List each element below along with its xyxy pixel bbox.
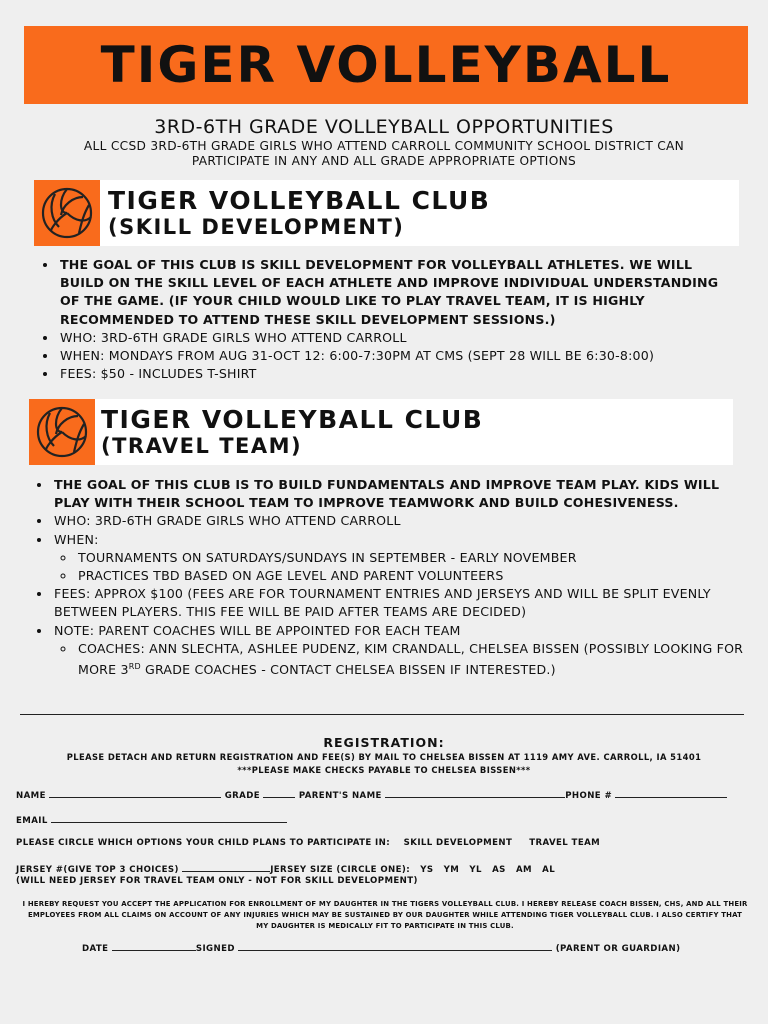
jersey-row [16,863,555,875]
detach-divider [20,714,744,715]
travel-when-label: WHEN: [54,531,99,547]
jersey-number-label: JERSEY #(GIVE TOP 3 CHOICES) [16,865,179,875]
skill-when: • WHEN: MONDAYS FROM AUG 31-OCT 12: 6:00-7:30PM AT CMS (SEPT 28 WILL BE 6:30-8:00) [58,347,738,365]
date-field[interactable] [112,942,196,951]
travel-fees: • FEES: APPROX $100 (FEES ARE FOR TOURNAMENT ENTRIES AND JERSEYS AND WILL BE SPLIT EVENLY BETWEEN PLAYERS. THIS FEE WILL BE PAID AFTER TEAMS ARE DECIDED) [52,585,754,621]
registration-check-instructions: ***PLEASE MAKE CHECKS PAYABLE TO CHELSEA BISSEN*** [237,765,531,775]
travel-coaches-list [54,640,754,680]
email-row [16,814,287,826]
travel-club-title: TIGER VOLLEYBALL CLUB [101,405,484,434]
jersey-number-field[interactable] [182,863,270,872]
grade-field[interactable] [263,789,295,798]
skill-goal: • THE GOAL OF THIS CLUB IS SKILL DEVELOPMENT FOR VOLLEYBALL ATHLETES. WE WILL BUILD ON THE SKILL LEVEL OF EACH ATHLETE AND IMPROVE INDIVIDUAL UNDERSTANDING OF THE GAME. (IF YOUR CHILD WOULD LIKE TO PLAY TRAVEL TEAM, IT IS HIGHLY RECOMMENDED TO ATTEND THESE SKILL DEVELOPMENT SESSIONS.) [58,256,738,329]
travel-note [52,622,754,680]
size-option[interactable]: AL [542,865,556,875]
size-option[interactable]: AS [492,865,506,875]
travel-club-details [32,476,754,679]
date-label: DATE [82,944,109,954]
name-row [16,789,727,801]
skill-club-details [38,256,738,383]
travel-note-text: NOTE: PARENT COACHES WILL BE APPOINTED FOR EACH TEAM [54,622,461,638]
skill-club-title: TIGER VOLLEYBALL CLUB [108,186,491,215]
title-banner [24,26,748,104]
option-skill-development[interactable]: SKILL DEVELOPMENT [403,838,513,848]
release-waiver: I HEREBY REQUEST YOU ACCEPT THE APPLICATION FOR ENROLLMENT OF MY DAUGHTER IN THE TIGERS VOLLEYBALL CLUB. I HEREBY RELEASE COACH BISSEN, CHS, AND ALL THEIR EMPLOYEES FROM ALL CLAIMS ON ACCOUNT OF ANY INJURIES WHICH MAY BE SUSTAINED BY OUR DAUGHTER WHILE ATTENDING TIGER VOLLEYBALL CLUB. I ALSO CERTIFY THAT MY DAUGHTER IS MEDICALLY FIT TO PARTICIPATE IN THIS CLUB. [22,900,748,930]
intro-text: ALL CCSD 3RD-6TH GRADE GIRLS WHO ATTEND CARROLL COMMUNITY SCHOOL DISTRICT CAN PARTICIPATE IN ANY AND ALL GRADE APPROPRIATE OPTIONS [83,139,685,168]
name-label: NAME [16,791,46,801]
travel-when-item: ◦ PRACTICES TBD BASED ON AGE LEVEL AND PARENT VOLUNTEERS [76,567,754,585]
skill-club-header [34,180,739,246]
email-label: EMAIL [16,816,48,826]
guardian-label: (PARENT OR GUARDIAN) [555,944,681,954]
signature-row [82,942,680,954]
volleyball-icon [34,180,100,246]
travel-club-subtitle: (TRAVEL TEAM) [101,434,303,458]
size-option[interactable]: YM [443,865,460,875]
page-title: TIGER VOLLEYBALL [100,36,672,94]
volleyball-icon [29,399,95,465]
travel-who: • WHO: 3RD-6TH GRADE GIRLS WHO ATTEND CARROLL [52,512,754,530]
skill-who: • WHO: 3RD-6TH GRADE GIRLS WHO ATTEND CARROLL [58,329,738,347]
travel-when-item: ◦ TOURNAMENTS ON SATURDAYS/SUNDAYS IN SEPTEMBER - EARLY NOVEMBER [76,549,754,567]
travel-when-list [54,549,754,585]
email-field[interactable] [51,814,287,823]
travel-goal: • THE GOAL OF THIS CLUB IS TO BUILD FUNDAMENTALS AND IMPROVE TEAM PLAY. KIDS WILL PLAY WITH THEIR SCHOOL TEAM TO IMPROVE TEAMWORK AND BUILD COHESIVENESS. [52,476,754,512]
signature-field[interactable] [238,942,552,951]
options-prompt: PLEASE CIRCLE WHICH OPTIONS YOUR CHILD PLANS TO PARTICIPATE IN: [16,838,391,848]
size-option[interactable]: AM [515,865,532,875]
registration-title: REGISTRATION: [323,735,445,750]
travel-when [52,531,754,586]
page-subtitle: 3RD-6TH GRADE VOLLEYBALL OPPORTUNITIES [154,116,614,138]
jersey-size-label: JERSEY SIZE (CIRCLE ONE): [270,865,411,875]
coaches-text: COACHES: ANN SLECHTA, ASHLEE PUDENZ, KIM CRANDALL, CHELSEA BISSEN (POSSIBLY LOOKING FOR MORE 3 [78,640,744,678]
phone-label: PHONE # [565,791,613,801]
jersey-note: (WILL NEED JERSEY FOR TRAVEL TEAM ONLY - NOT FOR SKILL DEVELOPMENT) [16,876,418,886]
grade-label: GRADE [224,791,261,801]
parent-name-label: PARENT'S NAME [298,791,382,801]
skill-fees: • FEES: $50 - INCLUDES T-SHIRT [58,365,738,383]
name-field[interactable] [49,789,221,798]
option-travel-team[interactable]: TRAVEL TEAM [529,838,601,848]
travel-club-header [29,399,733,465]
size-option[interactable]: YS [420,865,434,875]
size-option[interactable]: YL [469,865,482,875]
skill-club-subtitle: (SKILL DEVELOPMENT) [108,215,405,239]
travel-coaches [76,640,754,680]
registration-mail-instructions: PLEASE DETACH AND RETURN REGISTRATION AND FEE(S) BY MAIL TO CHELSEA BISSEN AT 1119 AMY AVE. CARROLL, IA 51401 [66,752,702,762]
coaches-text-end: GRADE COACHES - CONTACT CHELSEA BISSEN IF INTERESTED.) [140,662,556,678]
signed-label: SIGNED [195,944,235,954]
options-row [16,838,600,848]
phone-field[interactable] [615,789,727,798]
coaches-superscript: RD [128,662,141,672]
parent-name-field[interactable] [385,789,565,798]
